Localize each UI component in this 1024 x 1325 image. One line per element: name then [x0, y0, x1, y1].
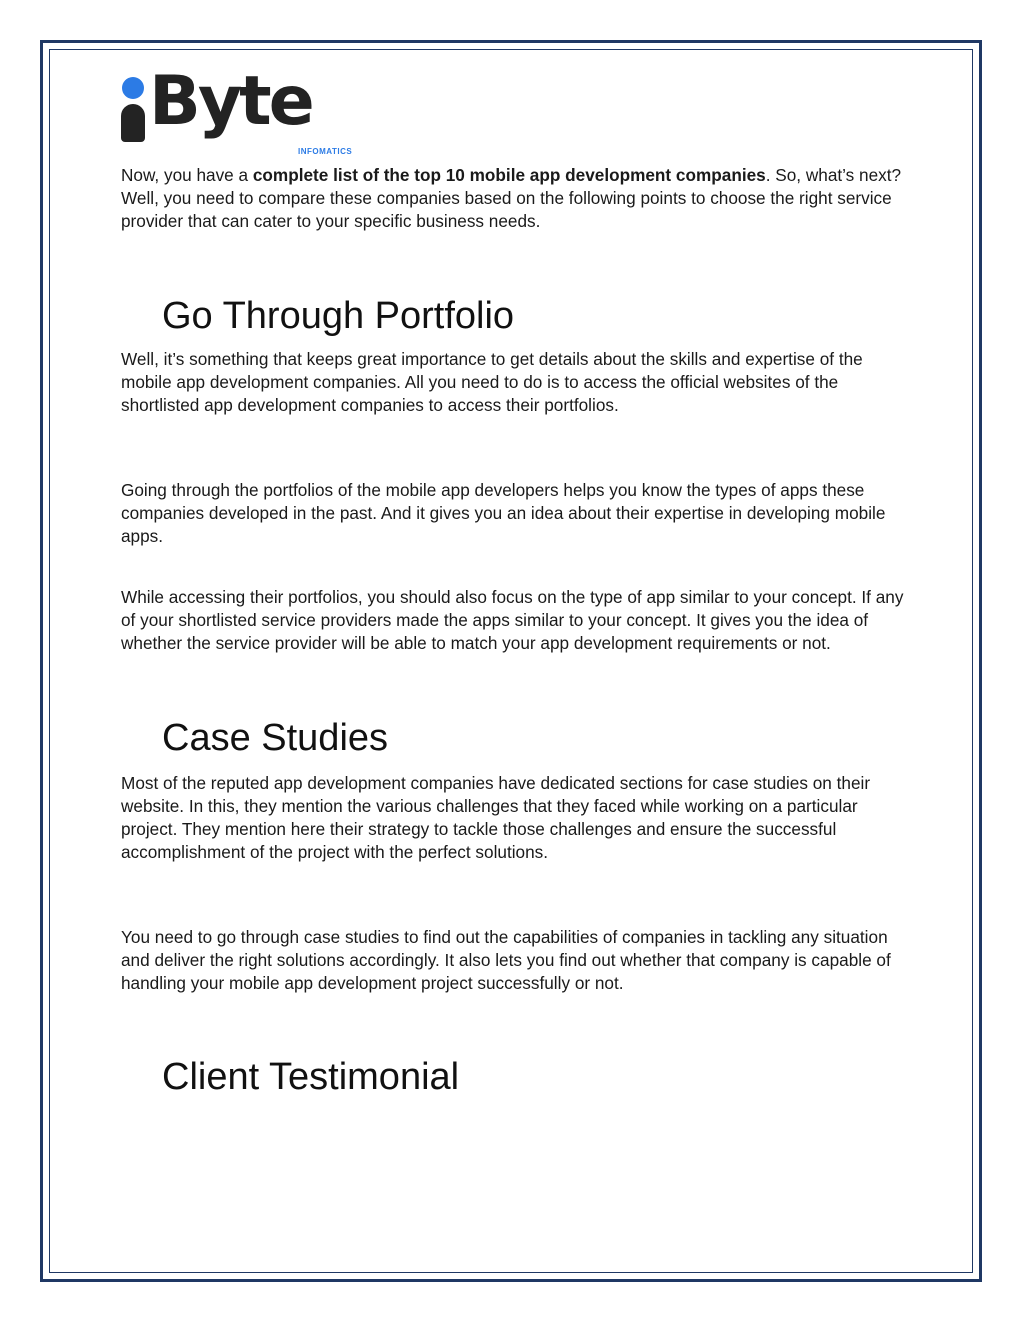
case-studies-paragraph-2: You need to go through case studies to find out the capabilities of companies in tackling any situation and deliver the right solutions accordingly. It also lets you find out whether that company is capable of handling your mobile app development project successfully or not. — [121, 927, 891, 993]
logo-tagline: INFOMATICS — [298, 147, 353, 156]
logo-wordmark: Byte — [149, 62, 312, 141]
intro-bold: complete list of the top 10 mobile app development companies — [252, 165, 766, 185]
logo-i-stem-icon — [121, 104, 145, 142]
logo-dot-icon — [122, 77, 144, 99]
ibyte-logo — [121, 62, 371, 164]
case-studies-paragraph-1: Most of the reputed app development companies have dedicated sections for case studies on their website. In this, they mention the various challenges that they faced while working on a particular project. They mention here their strategy to tackle those challenges and ensure the successful accomplishment of the project with the perfect solutions. — [121, 773, 871, 862]
section-heading-portfolio: Go Through Portfolio — [162, 295, 515, 337]
intro-paragraph — [121, 164, 911, 233]
portfolio-paragraph-1: Well, it’s something that keeps great importance to get details about the skills and expertise of the mobile app development companies. All you need to do is to access the official websites of the shortlisted app development companies to access their portfolios. — [121, 349, 863, 415]
portfolio-paragraph-2: Going through the portfolios of the mobile app developers helps you know the types of apps these companies developed in the past. And it gives you an idea about their expertise in developing mobile apps. — [121, 480, 886, 546]
section-heading-case-studies: Case Studies — [162, 717, 389, 759]
intro-suffix: . So, what’s next? Well, you need to compare these companies based on the following points to choose the right service provider that can cater to your specific business needs. — [121, 165, 902, 231]
intro-prefix: Now, you have a — [121, 165, 253, 185]
portfolio-paragraph-3: While accessing their portfolios, you should also focus on the type of app similar to your concept. If any of your shortlisted service providers made the apps similar to your concept. It gives you the idea of whether the service provider will be able to match your app development requirements or not. — [121, 587, 904, 653]
section-heading-client-testimonial: Client Testimonial — [162, 1056, 460, 1098]
